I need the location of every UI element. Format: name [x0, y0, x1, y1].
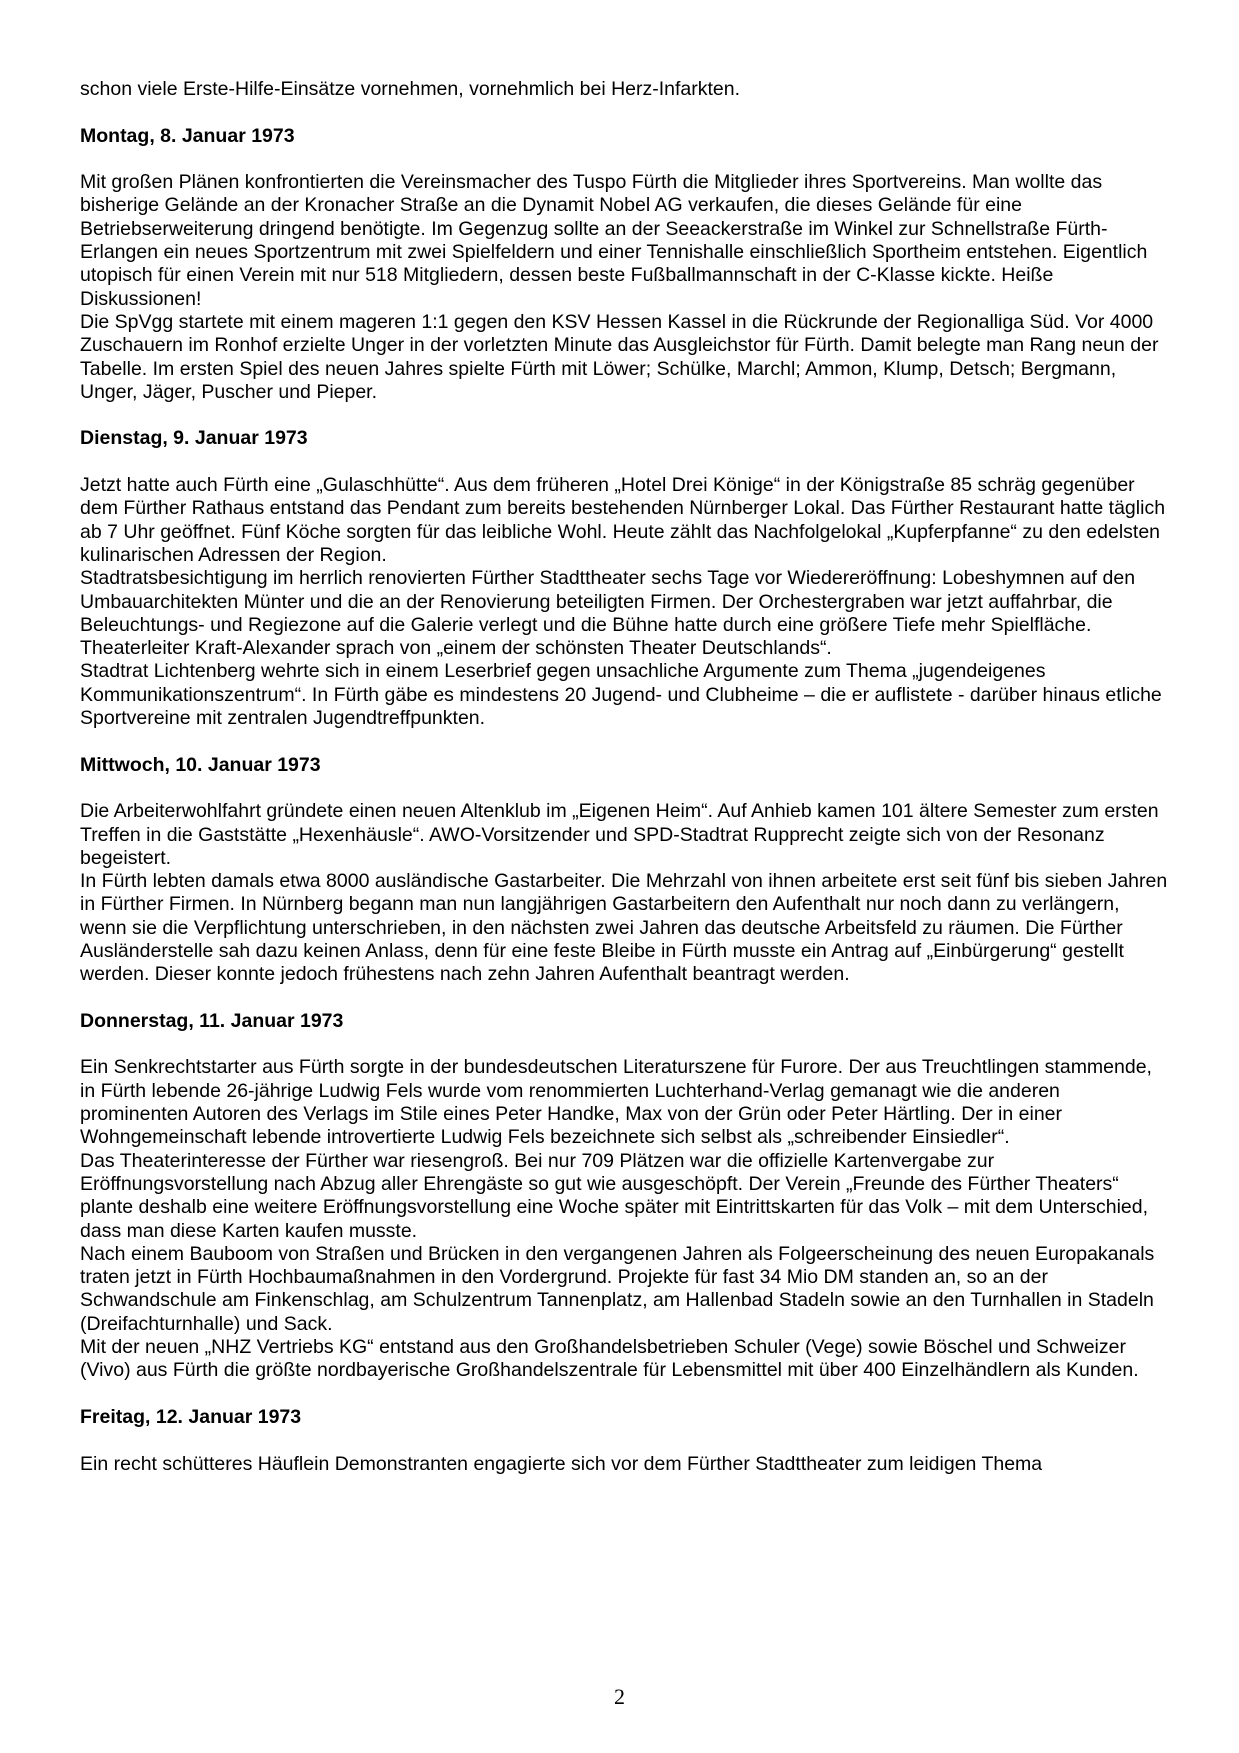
section-heading: Donnerstag, 11. Januar 1973 [80, 1009, 344, 1032]
section-paragraph: Jetzt hatte auch Fürth eine „Gulaschhütte“. Aus dem früheren „Hotel Drei Könige“ in der Königstraße 85 schräg gegenüber dem Fürther Rathaus entstand das Pendant zum bereits bestehenden Nürnberger Lokal. Das Fürther Restaurant hatte täglich ab 7 Uhr geöffnet. Fünf Köche sorgten für das leibliche Wohl. Heute zählt das Nachfolgelokal „Kupferpfanne“ zu den edelsten kulinarischen Adressen der Region. [80, 474, 1166, 566]
section-heading: Freitag, 12. Januar 1973 [80, 1405, 302, 1428]
section-paragraph: Mit der neuen „NHZ Vertriebs KG“ entstand aus den Großhandelsbetrieben Schuler (Vege) sowie Böschel und Schweizer (Vivo) aus Fürth die größte nordbayerische Großhandelszentrale für Lebensmittel mit über 400 Einzelhändlern als Kunden. [80, 1336, 1139, 1382]
page-content [80, 78, 1168, 1476]
section-paragraph: Nach einem Bauboom von Straßen und Brücken in den vergangenen Jahren als Folgeerscheinung des neuen Europakanals traten jetzt in Fürth Hochbaumaßnahmen in den Vordergrund. Projekte für fast 34 Mio DM standen an, so an der Schwandschule am Finkenschlag, am Schulzentrum Tannenplatz, am Hallenbad Stadeln sowie an den Turnhallen in Stadeln (Dreifachturnhalle) und Sack. [80, 1242, 1155, 1335]
section-heading: Mittwoch, 10. Januar 1973 [80, 753, 321, 776]
section-paragraph: Die SpVgg startete mit einem mageren 1:1 gegen den KSV Hessen Kassel in die Rückrunde der Regionalliga Süd. Vor 4000 Zuschauern im Ronhof erzielte Unger in der vorletzten Minute das Ausgleichstor für Fürth. Damit belegte man Rang neun der Tabelle. Im ersten Spiel des neuen Jahres spielte Fürth mit Löwer; Schülke, Marchl; Ammon, Klump, Detsch; Bergmann, Unger, Jäger, Puscher und Pieper. [80, 310, 1159, 403]
section-heading: Dienstag, 9. Januar 1973 [80, 427, 308, 450]
section-paragraph: Das Theaterinteresse der Fürther war riesengroß. Bei nur 709 Plätzen war die offizielle Kartenvergabe zur Eröffnungsvorstellung nach Abzug aller Ehrengäste so gut wie ausgeschöpft. Der Verein „Freunde des Fürther Theaters“ plante deshalb eine weitere Eröffnungsvorstellung eine Woche später mit Eintrittskarten für das Volk – mit dem Unterschied, dass man diese Karten kaufen musste. [80, 1149, 1149, 1242]
page-footer [0, 1684, 1239, 1710]
sections-container [80, 125, 1168, 1476]
section-paragraph: In Fürth lebten damals etwa 8000 ausländische Gastarbeiter. Die Mehrzahl von ihnen arbeitete erst seit fünf bis sieben Jahren in Fürther Firmen. In Nürnberg begann man nun langjährigen Gastarbeitern den Aufenthalt nur noch dann zu verlängern, wenn sie die Verpflichtung unterschrieben, in den nächsten zwei Jahren das deutsche Arbeitsfeld zu räumen. Die Fürther Ausländerstelle sah dazu keinen Anlass, denn für eine feste Bleibe in Fürth musste ein Antrag auf „Einbürgerung“ gestellt werden. Dieser konnte jedoch frühestens nach zehn Jahren Aufenthalt beantragt werden. [80, 870, 1168, 986]
section-paragraph: Die Arbeiterwohlfahrt gründete einen neuen Altenklub im „Eigenen Heim“. Auf Anhieb kamen 101 ältere Semester zum ersten Treffen in die Gaststätte „Hexenhäusle“. AWO-Vorsitzender und SPD-Stadtrat Rupprecht zeigte sich von der Resonanz begeistert. [80, 800, 1159, 869]
page-number: 2 [614, 1684, 625, 1709]
section-paragraph: Ein recht schütteres Häuflein Demonstranten engagierte sich vor dem Fürther Stadttheater zum leidigen Thema [80, 1452, 1043, 1475]
section-paragraph: Mit großen Plänen konfrontierten die Vereinsmacher des Tuspo Fürth die Mitglieder ihres Sportvereins. Man wollte das bisherige Gelände an der Kronacher Straße an die Dynamit Nobel AG verkaufen, die dieses Gelände für eine Betriebserweiterung dringend benötigte. Im Gegenzug sollte an der Seeackerstraße im Winkel zur Schnellstraße Fürth-Erlangen ein neues Sportzentrum mit zwei Spielfeldern und einer Tennishalle einschließlich Sportheim entstehen. Eigentlich utopisch für einen Verein mit nur 518 Mitgliedern, dessen beste Fußballmannschaft in der C-Klasse kickte. Heiße Diskussionen! [80, 171, 1148, 310]
continuation-paragraph: schon viele Erste-Hilfe-Einsätze vornehmen, vornehmlich bei Herz-Infarkten. [80, 78, 741, 100]
section-paragraph: Ein Senkrechtstarter aus Fürth sorgte in der bundesdeutschen Literaturszene für Furore. Der aus Treuchtlingen stammende, in Fürth lebende 26-jährige Ludwig Fels wurde vom renommierten Luchterhand-Verlag gemanagt wie die anderen prominenten Autoren des Verlags im Stile eines Peter Handke, Max von der Grün oder Peter Härtling. Der in einer Wohngemeinschaft lebende introvertierte Ludwig Fels bezeichnete sich selbst als „schreibender Einsiedler“. [80, 1056, 1152, 1149]
section-heading: Montag, 8. Januar 1973 [80, 124, 295, 147]
section-paragraph: Stadtrat Lichtenberg wehrte sich in einem Leserbrief gegen unsachliche Argumente zum Thema „jugendeigenes Kommunikationszentrum“. In Fürth gäbe es mindestens 20 Jugend- und Clubheime – die er auflistete - darüber hinaus etliche Sportvereine mit zentralen Jugendtreffpunkten. [80, 660, 1162, 730]
section-paragraph: Stadtratsbesichtigung im herrlich renovierten Fürther Stadttheater sechs Tage vor Wiedereröffnung: Lobeshymnen auf den Umbauarchitekten Münter und die an der Renovierung beteiligten Firmen. Der Orchestergraben war jetzt auffahrbar, die Beleuchtungs- und Regiezone auf die Galerie verlegt und die Bühne hatte durch eine größere Tiefe mehr Spielfläche. Theaterleiter Kraft-Alexander sprach von „einem der schönsten Theater Deutschlands“. [80, 567, 1136, 660]
